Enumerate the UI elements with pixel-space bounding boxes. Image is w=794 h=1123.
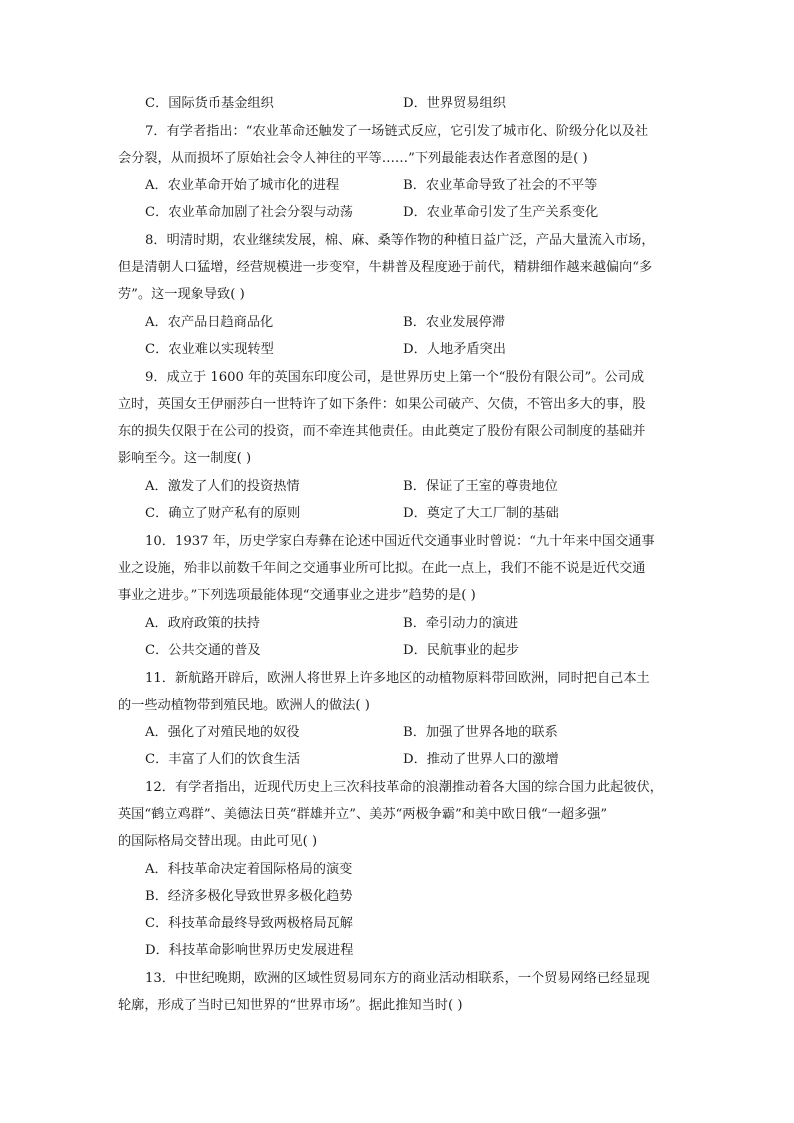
q8-option-c: C．农业难以实现转型 bbox=[145, 342, 274, 357]
q12-option-b: B．经济多极化导致世界多极化趋势 bbox=[145, 889, 353, 904]
q6-option-d: D．世界贸易组织 bbox=[403, 96, 506, 111]
q10-option-b: B．牵引动力的演进 bbox=[403, 616, 519, 631]
q10-stem-line-2: 业之设施，殆非以前数千年间之交通事业所可比拟。在此一点上，我们不能不说是近代交通 bbox=[118, 561, 646, 576]
q9-stem-line-1: 9．成立于 1600 年的英国东印度公司，是世界历史上第一个“股份有限公司”。公司成 bbox=[145, 370, 645, 385]
q13-stem-line-2: 轮廓，形成了当时已知世界的“世界市场”。据此推知当时( ) bbox=[118, 998, 463, 1013]
q12-stem-line-3: 的国际格局交替出现。由此可见( ) bbox=[118, 834, 318, 849]
q11-option-a: A．强化了对殖民地的奴役 bbox=[145, 725, 300, 740]
q11-stem-line-1: 11．新航路开辟后，欧洲人将世界上许多地区的动植物原料带回欧洲，同时把自己本土 bbox=[145, 671, 650, 686]
q7-stem-line-1: 7．有学者指出：“农业革命还触发了一场链式反应，它引发了城市化、阶级分化以及社 bbox=[145, 124, 649, 139]
q13-stem-line-1: 13．中世纪晚期，欧洲的区域性贸易同东方的商业活动相联系，一个贸易网络已经显现 bbox=[145, 971, 650, 986]
q11-stem-line-2: 的一些动植物带到殖民地。欧洲人的做法( ) bbox=[118, 698, 370, 713]
q10-stem-line-3: 事业之进步。”下列选项最能体现“交通事业之进步”趋势的是( ) bbox=[118, 588, 476, 603]
q7-option-b: B．农业革命导致了社会的不平等 bbox=[403, 178, 598, 193]
q7-option-a: A．农业革命开始了城市化的进程 bbox=[145, 178, 340, 193]
q10-option-d: D．民航事业的起步 bbox=[403, 643, 520, 658]
q12-option-c: C．科技革命最终导致两极格局瓦解 bbox=[145, 916, 353, 931]
q9-stem-line-3: 东的损失仅限于在公司的投资，而不牵连其他责任。由此奠定了股份有限公司制度的基础并 bbox=[118, 424, 646, 439]
q12-option-a: A．科技革命决定着国际格局的演变 bbox=[145, 862, 353, 877]
q9-option-c: C．确立了财产私有的原则 bbox=[145, 506, 301, 521]
q12-stem-line-2: 英国“鹤立鸡群”、美德法日英“群雄并立”、美苏“两极争霸”和美中欧日俄“一超多强” bbox=[118, 807, 608, 822]
q6-option-c: C．国际货币基金组织 bbox=[145, 96, 274, 111]
q8-option-b: B．农业发展停滞 bbox=[403, 315, 506, 330]
q8-stem-line-1: 8．明清时期，农业继续发展，棉、麻、桑等作物的种植日益广泛，产品大量流入市场， bbox=[145, 233, 655, 248]
q8-stem-line-2: 但是清朝人口猛增，经营规模进一步变窄，牛耕普及程度逊于前代，精耕细作越来越偏向“多 bbox=[118, 260, 653, 275]
q8-option-a: A．农产品日趋商品化 bbox=[145, 315, 274, 330]
q7-option-d: D．农业革命引发了生产关系变化 bbox=[403, 205, 599, 220]
q11-option-b: B．加强了世界各地的联系 bbox=[403, 725, 558, 740]
q9-stem-line-4: 影响至今。这一制度( ) bbox=[118, 451, 252, 466]
q10-option-a: A．政府政策的扶持 bbox=[145, 616, 261, 631]
q12-stem-line-1: 12．有学者指出，近现代历史上三次科技革命的浪潮推动着各大国的综合国力此起彼伏， bbox=[145, 780, 663, 795]
q7-stem-line-2: 会分裂，从而损坏了原始社会令人神往的平等……”下列最能表达作者意图的是( ) bbox=[118, 151, 588, 166]
q10-option-c: C．公共交通的普及 bbox=[145, 643, 261, 658]
q9-option-a: A．激发了人们的投资热情 bbox=[145, 479, 300, 494]
q9-stem-line-2: 立时，英国女王伊丽莎白一世特许了如下条件：如果公司破产、欠债，不管出多大的事，股 bbox=[118, 397, 646, 412]
q11-option-d: D．推动了世界人口的激增 bbox=[403, 752, 559, 767]
q12-option-d: D．科技革命影响世界历史发展进程 bbox=[145, 943, 354, 958]
q10-stem-line-1: 10．1937 年，历史学家白寿彝在论述中国近代交通事业时曾说：“九十年来中国交通事 bbox=[145, 534, 655, 549]
q8-option-d: D．人地矛盾突出 bbox=[403, 342, 506, 357]
q11-option-c: C．丰富了人们的饮食生活 bbox=[145, 752, 301, 767]
q9-option-b: B．保证了王室的尊贵地位 bbox=[403, 479, 558, 494]
q7-option-c: C．农业革命加剧了社会分裂与动荡 bbox=[145, 205, 353, 220]
q9-option-d: D．奠定了大工厂制的基础 bbox=[403, 506, 559, 521]
q8-stem-line-3: 劳”。这一现象导致( ) bbox=[118, 287, 245, 302]
